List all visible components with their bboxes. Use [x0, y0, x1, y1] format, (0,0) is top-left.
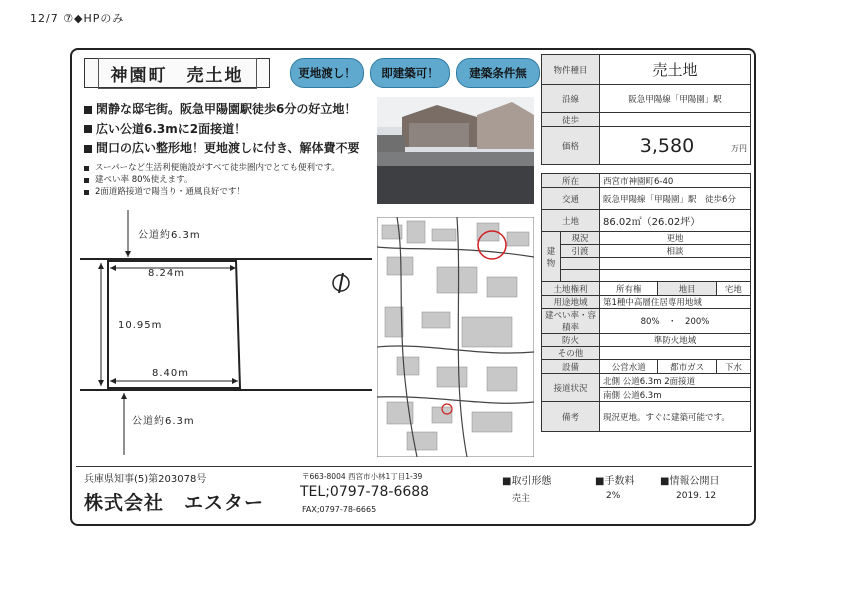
license-number: 兵庫県知事(5)第203078号 [84, 474, 207, 485]
small-notes [84, 162, 340, 198]
facility-label: 設備 [542, 360, 600, 374]
transaction-label: ■取引形態 [502, 476, 552, 487]
note-label: 備考 [542, 402, 600, 432]
fire-label: 防火 [542, 334, 600, 347]
spec-table-top [541, 54, 751, 165]
delivery-value: 相談 [600, 245, 751, 258]
building-label: 建物 [542, 232, 561, 282]
land-category-label: 地目 [658, 282, 716, 296]
road-bottom-label: 公道約6.3m [132, 416, 195, 427]
address-value: 西宮市神園町6-40 [600, 174, 751, 188]
square-icon [84, 145, 92, 153]
badge-vacant: 更地渡し！ [290, 58, 364, 88]
road-value-1: 北側 公道6.3m 2面接道 [600, 374, 751, 388]
feature-bullets [84, 100, 360, 159]
lot-plan [76, 200, 376, 465]
delivery-label: 引渡 [561, 245, 600, 258]
note-value: 現況更地。すぐに建築可能です。 [600, 402, 751, 432]
square-icon [84, 178, 89, 183]
zoning-label: 用途地域 [542, 296, 600, 309]
square-icon [84, 106, 92, 114]
company-address: 〒663-8004 西宮市小林1丁目1-39 [302, 472, 423, 481]
land-right-label: 土地権利 [542, 282, 600, 296]
land-right-value: 所有権 [600, 282, 658, 296]
type-label: 物件種目 [542, 55, 600, 85]
square-icon [84, 190, 89, 195]
badge-no-conditions: 建築条件無 [456, 58, 540, 88]
property-photo [377, 97, 534, 204]
area-value: 86.02㎡（26.02坪） [600, 210, 751, 232]
road-top-label: 公道約6.3m [138, 230, 201, 241]
company-tel: TEL;0797-78-6688 [300, 484, 430, 500]
title-box [84, 58, 270, 88]
current-label: 現況 [561, 232, 600, 245]
zoning-value: 第1種中高層住居専用地域 [600, 296, 751, 309]
traffic-value: 阪急甲陽線「甲陽園」駅 徒歩6分 [600, 188, 751, 210]
note-item: スーパーなど生活利便施設がすべて徒歩圏内でとても便利です。 [84, 162, 340, 174]
transaction-value: 売主 [512, 494, 531, 504]
walk-label: 徒歩 [542, 113, 600, 127]
date-label: ■情報公開日 [660, 476, 720, 487]
date-value: 2019. 12 [676, 491, 717, 501]
bullet-item: 閑静な邸宅街。阪急甲陽園駅徒歩6分の好立地！ [84, 100, 360, 120]
road-value-2: 南側 公道6.3m [600, 388, 751, 402]
road-label: 接道状況 [542, 374, 600, 402]
price-value: 3,580 [639, 134, 695, 157]
ratio-label: 建ぺい率・容積率 [542, 309, 600, 334]
current-value: 更地 [600, 232, 751, 245]
company-fax: FAX;0797-78-6665 [302, 505, 377, 514]
type-value: 売土地 [600, 55, 751, 85]
north-arrow-icon [330, 272, 352, 294]
note-item: 2面道路接道で陽当り・通風良好です！ [84, 186, 340, 198]
top-width-label: 8.24m [148, 268, 186, 279]
spec-table-bottom [541, 173, 751, 432]
bullet-item: 広い公道6.3mに2面接道！ [84, 120, 360, 140]
fire-value: 準防火地域 [600, 334, 751, 347]
page-title: 神園町 売土地 [98, 58, 257, 89]
route-value: 阪急甲陽線「甲陽園」駅 [600, 85, 751, 113]
area-map [377, 217, 534, 457]
land-category-value: 宅地 [716, 282, 750, 296]
badge-build-ready: 即建築可！ [370, 58, 450, 88]
route-label: 沿線 [542, 85, 600, 113]
company-name: 株式会社 エスター [84, 492, 265, 514]
price-label: 価格 [542, 127, 600, 165]
square-icon [84, 166, 89, 171]
square-icon [84, 125, 92, 133]
depth-label: 10.95m [118, 320, 163, 331]
facility-water: 公営水道 [600, 360, 658, 374]
bullet-item: 間口の広い整形地！更地渡しに付き、解体費不要 [84, 139, 360, 159]
traffic-label: 交通 [542, 188, 600, 210]
facility-gas: 都市ガス [658, 360, 716, 374]
price-unit: 万円 [731, 143, 747, 153]
bottom-width-label: 8.40m [152, 368, 190, 379]
address-label: 所在 [542, 174, 600, 188]
area-label: 土地 [542, 210, 600, 232]
page-header-note: 12/7 ⑦◆HPのみ [30, 12, 125, 25]
ratio-value: 80% ・ 200% [600, 309, 751, 334]
facility-sewer: 下水 [716, 360, 750, 374]
note-item: 建ぺい率 80%使えます。 [84, 174, 340, 186]
fee-value: 2% [606, 491, 621, 501]
fee-label: ■手数料 [595, 476, 635, 487]
other-label: その他 [542, 347, 600, 360]
